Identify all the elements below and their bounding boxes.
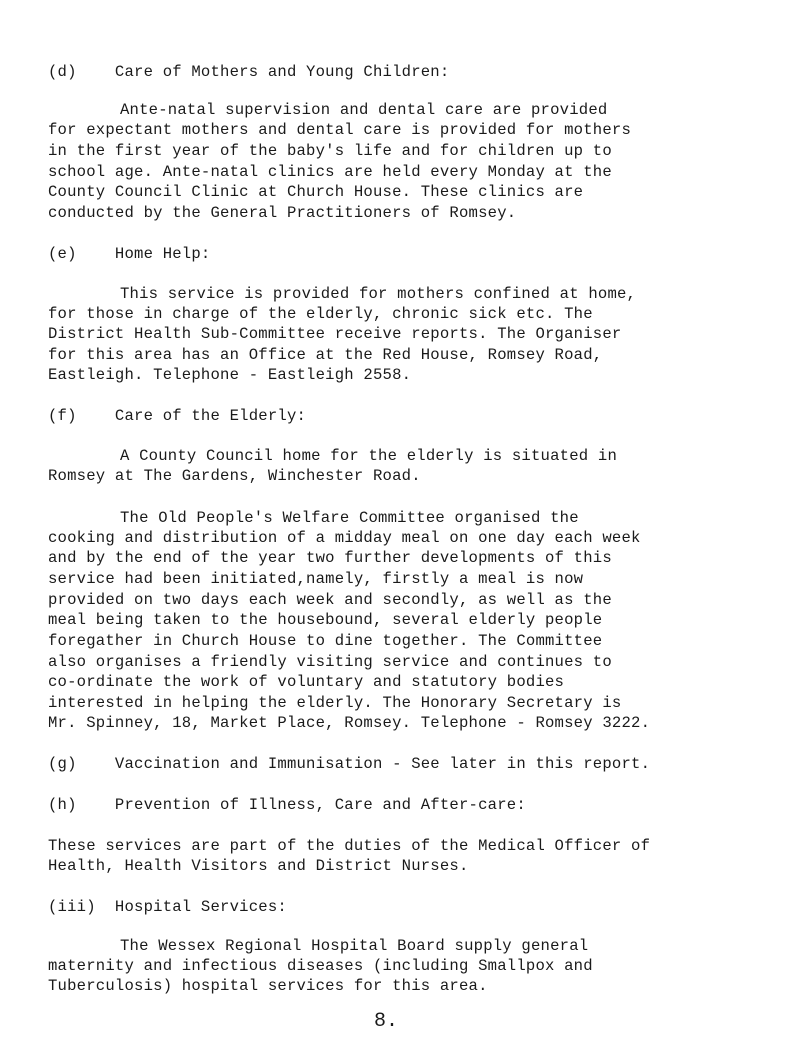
text-line: The Wessex Regional Hospital Board supply general: [120, 937, 589, 955]
text-line: foregather in Church House to dine together. The Committee: [48, 632, 603, 650]
heading-d: (d) Care of Mothers and Young Children:: [48, 63, 450, 81]
text-line: These services are part of the duties of the Medical Officer of: [48, 837, 651, 855]
text-line: The Old People's Welfare Committee organised the: [120, 509, 579, 527]
text-line: also organises a friendly visiting service and continues to: [48, 653, 612, 671]
text-line: conducted by the General Practitioners of Romsey.: [48, 204, 517, 222]
text-line: service had been initiated,namely, firstly a meal is now: [48, 570, 584, 588]
text-line: A County Council home for the elderly is situated in: [120, 447, 618, 465]
text-line: This service is provided for mothers confined at home,: [120, 285, 637, 303]
text-line: Eastleigh. Telephone - Eastleigh 2558.: [48, 366, 412, 384]
text-line: and by the end of the year two further developments of this: [48, 549, 612, 567]
text-line: meal being taken to the housebound, several elderly people: [48, 611, 603, 629]
text-line: Ante-natal supervision and dental care are provided: [120, 101, 608, 119]
text-line: District Health Sub-Committee receive reports. The Organiser: [48, 325, 622, 343]
text-line: for expectant mothers and dental care is provided for mothers: [48, 121, 632, 139]
text-line: for those in charge of the elderly, chronic sick etc. The: [48, 305, 593, 323]
heading-h: (h) Prevention of Illness, Care and After-care:: [48, 796, 526, 814]
heading-f: (f) Care of the Elderly:: [48, 407, 307, 425]
heading-e: (e) Home Help:: [48, 245, 211, 263]
page-number: 8.: [374, 1010, 399, 1033]
text-line: school age. Ante-natal clinics are held every Monday at the: [48, 163, 612, 181]
text-line: Mr. Spinney, 18, Market Place, Romsey. Telephone - Romsey 3222.: [48, 714, 651, 732]
text-line: Romsey at The Gardens, Winchester Road.: [48, 467, 421, 485]
heading-g: (g) Vaccination and Immunisation - See later in this report.: [48, 755, 651, 773]
text-line: provided on two days each week and secondly, as well as the: [48, 591, 612, 609]
text-line: County Council Clinic at Church House. These clinics are: [48, 183, 584, 201]
text-line: cooking and distribution of a midday meal on one day each week: [48, 529, 641, 547]
text-line: interested in helping the elderly. The Honorary Secretary is: [48, 694, 622, 712]
text-line: maternity and infectious diseases (including Smallpox and: [48, 957, 593, 975]
text-line: for this area has an Office at the Red House, Romsey Road,: [48, 346, 603, 364]
text-line: Health, Health Visitors and District Nurses.: [48, 857, 469, 875]
text-line: in the first year of the baby's life and for children up to: [48, 142, 612, 160]
text-line: co-ordinate the work of voluntary and statutory bodies: [48, 673, 565, 691]
heading-iii: (iii) Hospital Services:: [48, 898, 287, 916]
text-line: Tuberculosis) hospital services for this area.: [48, 977, 488, 995]
